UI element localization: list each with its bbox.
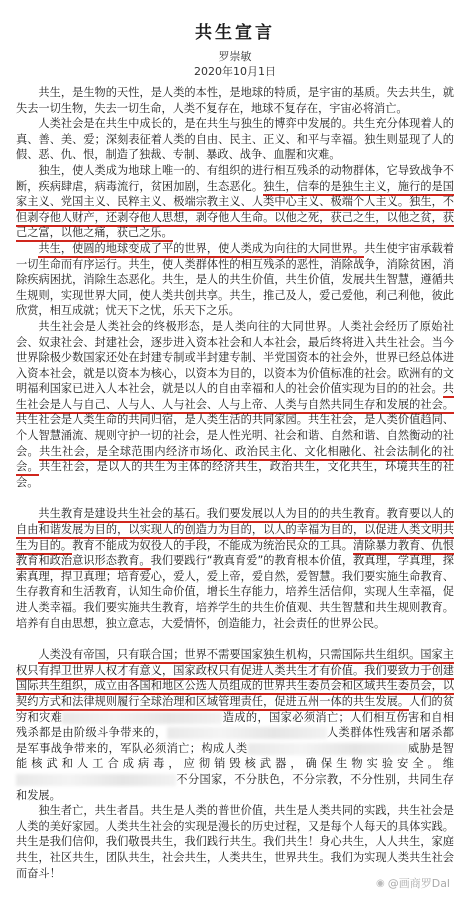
- document-date: 2020年10月1日: [194, 65, 276, 78]
- redacted-text: [16, 774, 176, 786]
- text-segment: 我们要践行“教真育爱”的教育根本价值，教真理，学真理，探索真理，捍卫真理；培育爱心，爱人，爱上帝，爱自然，爱智慧。我们要实施生命教育、生存教育和生活教育，认知生命价值，增长生存能力，培养生活信仰，实现人生幸福，促进人类幸福。我们要实施共生教育，培养学生的共生价值观、共生智慧和共生规则教育。培养有自由思想，独立意志，大爱情怀，创造能力，社会责任的世界公民。: [16, 554, 454, 630]
- document-title: 共生宣言: [195, 23, 275, 43]
- paragraph: [16, 319, 454, 491]
- paragraph: [16, 116, 454, 163]
- text-segment: 共生社会是人类社会的终极形态，是人类向往的大同世界。人类社会经历了原始社会、奴隶社会、封建社会，逐步进入资本社会和人本社会，最后终将进入共生社会。当今世界除极少数国家还处在封建专制或半封建专制、半党国资本的社会外，世界已经总体进入资本社会，就是以资本为核心，以资本为目的，以资本为价值标准的社会。欧洲有的文明福利国家已进入人本社会，就是以人的自由幸福和人的社会价值实现为目的的社会。: [16, 319, 454, 396]
- paragraph: [16, 85, 454, 116]
- underlined-text: 共生社会，是全球范围内经济市场化、政治民主化、文化相融化、社会法制化的社会。: [16, 445, 454, 477]
- text-segment: 人类社会是在共生中成长的，是在共生与独生的博弈中发展的。共生充分体现着人的真、善、美、爱；深刻表征着人类的自由、民主、正义、和平与幸福。独生则显现了人的假、恶、仇、恨，制造了独裁、专制、暴政、战争、血腥和灾难。: [16, 117, 454, 162]
- redacted-text: [62, 712, 222, 724]
- watermark: [376, 875, 450, 891]
- paragraph: [16, 803, 454, 881]
- author-name: 罗崇敏: [218, 50, 252, 63]
- text-segment: 独生，使人类成为地球上唯一的、有组织的进行相互残杀的动物群体，它导致战争不断，疾病肆虐，病毒流行，贫困加剧，生态恶化。: [16, 163, 454, 193]
- paragraph: [16, 647, 454, 803]
- paragraph: [16, 506, 454, 631]
- text-segment: 人们的贫穷和灾难: [16, 694, 454, 724]
- text-segment: 共生，是生物的天性，是人类的本性，是地球的特质，是宇宙的基质。失去共生，就失去一切生物，失去一切生命，人类不复存在，地球不复存在，宇宙必将消亡。: [16, 86, 454, 115]
- paragraph: [16, 241, 454, 319]
- underlined-text: 人类没有帝国，只有联合国；世界不需要国家独生机构，只需国际共生组织。国家主权只有捍卫世界人权才有意义，国家政权只有促进人类共生才有价值。我们要致力于创建国际共生组织，成立由各国和地区公选人员组成的世界共生委员会和区域共生委员会，以契约方式和法律规则履行全球治理和区域管理责任，促进五州一体的共生发展。: [16, 648, 454, 711]
- text-segment: 共生社会是人类生命的共同归宿，是人类生活的共同家园。共生社会，是人类价值趋同、个人智慧涌流、规则守护一切的社会，是人性光明、社会和谐、自然和谐、自然衡动的社会。: [16, 413, 454, 458]
- text-segment: 共生社会，是以人的共生为主体的经济共生，政治共生，文化共生，环境共生的社会。: [16, 460, 454, 489]
- text-segment: 共生使宇宙承载着一切生命而有序运行。共生，使人类群体性的相互残杀的恶性，消除战争，消除贫困，消除疾病困扰，消除生态恶化。共生，是人的共生价值，共生价值，发展共生智慧，遵循共生规则，实现世界大同，使人类共创共享。共生，推己及人，爱己爱他，利己利他，彼此欣赏，相互成就；忧天下之忧，乐天下之乐。: [16, 241, 454, 318]
- text-segment: 教育不能成为奴役人的手段，不能成为统治民众的工具。: [72, 538, 353, 552]
- redacted-text: [167, 727, 327, 739]
- text-segment: 人类群体性残害和屠杀都是军事战争带来的，军队必须消亡；构成人类: [16, 726, 454, 755]
- underlined-text: 共生教育是建设共生社会的基石。我们要发展以人为目的的共生教育。教育要以人的自由和谐发展为目的，以实现人的创造力为目的，以人的幸福为目的，以促进人类文明共生为目的。: [16, 507, 454, 554]
- underlined-text: 清除暴力教育、仇恨教育和政治意识形态教育。: [16, 539, 454, 571]
- text-segment: 独生者亡，共生者昌。共生是人类的普世价值，共生是人类共同的实践，共生社会是人类的美好家园。人类共生社会的实现是漫长的历史过程，又是每个人每天的具体实践。共生是我们信仰，我们敬畏共生，我们践行共生。我们共生！身心共生，人人共生，家庭共生，社区共生，团队共生，社会共生，人类共生，世界共生。我们为实现人类共生社会而奋斗！: [16, 804, 454, 880]
- redacted-text: [248, 743, 408, 755]
- underlined-text: 独生，信奉的是独生主义，施行的是国家主义、党国主义、民粹主义、极端宗教主义、人类中心主义、极端个人主义。独生，不但剥夺他人财产，还剥夺他人思想，剥夺他人生命。以他之死，获己之生，以他之贫，获己之富，以他之痛，获己之乐。: [16, 180, 454, 243]
- text-segment: 造成的，国家必须消亡；人们相互伤害和自相残杀都是由阶级斗争带来的，: [16, 710, 454, 740]
- underlined-text: 共生，使圆的地球变成了平的世界，使人类成为向往的大同世界。: [38, 242, 364, 258]
- paragraph: [16, 163, 454, 241]
- watermark-text: @画商罗Dal: [387, 877, 450, 890]
- text-segment: 威胁是智能核武和人工合成病毒，应彻销毁核武器，确保生物实验安全。维: [16, 741, 454, 771]
- text-segment: 不分国家，不分肤色，不分宗教，不分性别，共同生存和发展。: [16, 772, 454, 802]
- underlined-text: 共生社会是人与自己、人与人、人与社会、人与上帝、人类与自然共同生存和发展的社会。: [16, 382, 454, 414]
- weibo-icon: ◉: [375, 877, 385, 889]
- document-body: [16, 85, 454, 881]
